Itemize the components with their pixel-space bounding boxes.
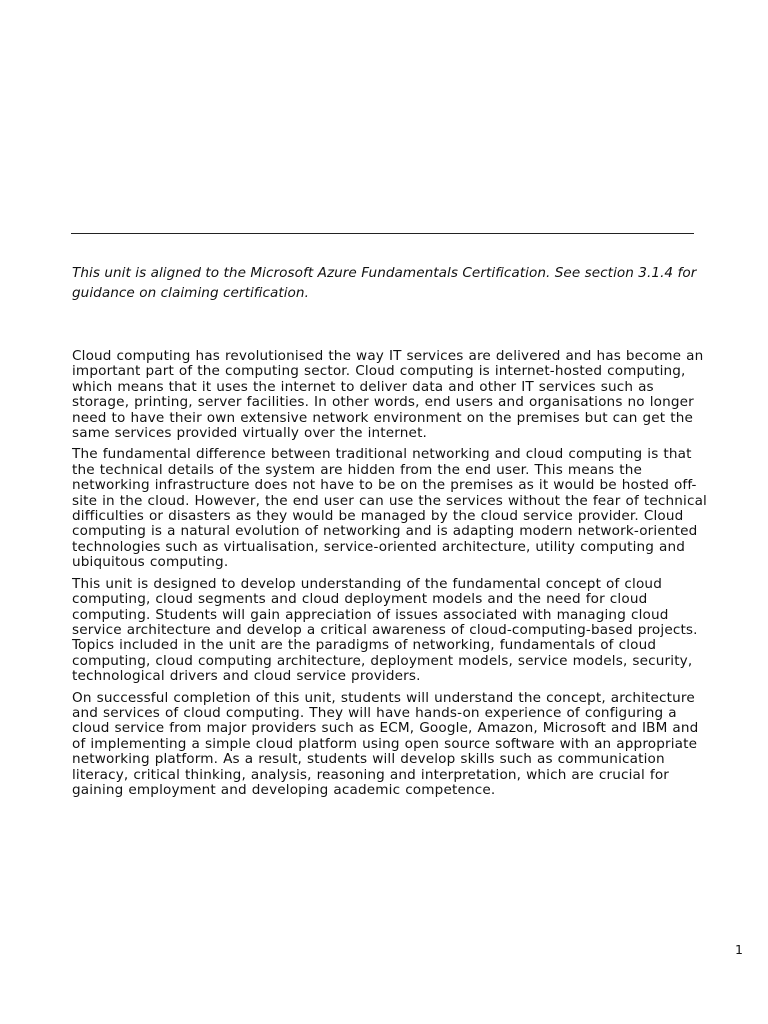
paragraph-outcomes: On successful completion of this unit, students will understand the concept, architecture and services of cloud computing. They will have hands-on experience of configuring a cloud service from major providers such as ECM, Google, Amazon, Microsoft and IBM and of implementing a simple cloud platform using open source software with an appropriate networking platform. As a result, students will develop skills such as communication literacy, critical thinking, analysis, reasoning and interpretation, which are crucial for gaining employment and developing academic competence. — [72, 689, 699, 798]
paragraph-difference: The fundamental difference between traditional networking and cloud computing is that the technical details of the system are hidden from the end user. This means the networking infrastructure does not have to be on the premises as it would be hosted off-site in the cloud. However, the end user can use the services without the fear of technical difficulties or disasters as they would be managed by the cloud service provider. Cloud computing is a natural evolution of networking and is adapting modern network-oriented technologies such as virtualisation, service-oriented architecture, utility computing and ubiquitous computing. — [72, 446, 707, 571]
page-number: 1 — [735, 942, 743, 957]
horizontal-divider — [71, 233, 694, 234]
unit-introduction — [72, 349, 712, 804]
certification-note: This unit is aligned to the Microsoft Azure Fundamentals Certification. See section 3.1.4 for guidance on claiming certification. — [72, 265, 697, 301]
paragraph-unit-design: This unit is designed to develop understanding of the fundamental concept of cloud computing, cloud segments and cloud deployment models and the need for cloud computing. Students will gain appreciation of issues associated with managing cloud service architecture and develop a critical awareness of cloud-computing-based projects. Topics included in the unit are the paradigms of networking, fundamentals of cloud computing, cloud computing architecture, deployment models, service models, security, technological drivers and cloud service providers. — [72, 575, 698, 685]
paragraph-overview: Cloud computing has revolutionised the way IT services are delivered and has become an important part of the computing sector. Cloud computing is internet-hosted computing, which means that it uses the internet to deliver data and other IT services such as storage, printing, server facilities. In other words, end users and organisations no longer need to have their own extensive network environment on the premises but can get the same services provided virtually over the internet. — [72, 348, 704, 442]
